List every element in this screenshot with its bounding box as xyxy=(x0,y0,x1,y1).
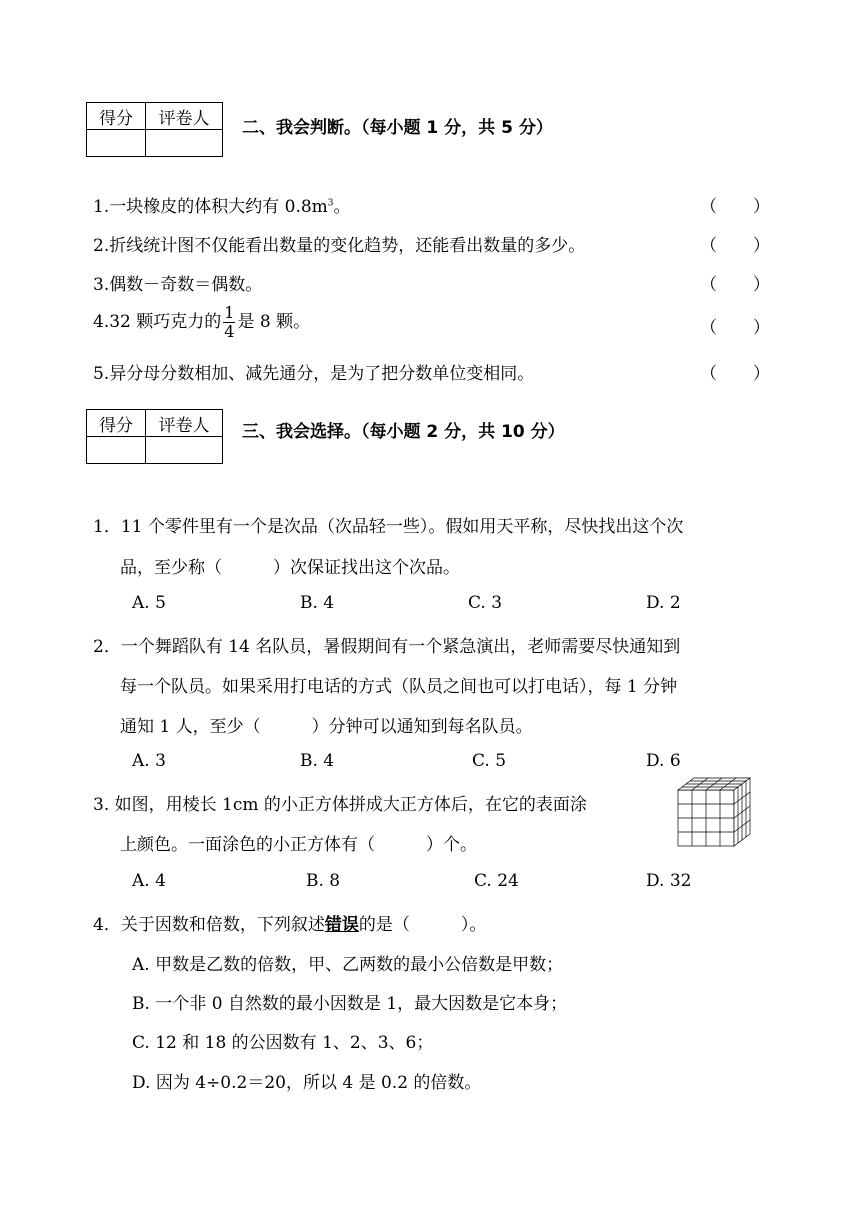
option-c[interactable]: C. 3 xyxy=(468,593,503,613)
option-b[interactable]: B. 4 xyxy=(300,751,335,771)
emphasis-error: 错误 xyxy=(324,915,359,935)
option-c[interactable]: C. 5 xyxy=(472,751,507,771)
section2-title: 二、我会判断。（每小题 1 分，共 5 分） xyxy=(242,118,553,138)
choice-q3-line1: 3. 如图，用棱长 1cm 的小正方体拼成大正方体后，在它的表面涂 xyxy=(93,795,587,815)
choice-q4-stem: 4．关于因数和倍数，下列叙述错误的是（ ）。 xyxy=(93,915,487,935)
option-a[interactable]: A. 4 xyxy=(132,871,166,891)
judge-item-1: 1.一块橡皮的体积大约有 $0.8m^3$。 xyxy=(93,197,351,217)
reviewer-label: 评卷人 xyxy=(146,103,223,130)
reviewer-cell[interactable] xyxy=(146,437,223,464)
choice-q1-line1: 1．11 个零件里有一个是次品（次品轻一些）。假如用天平称，尽快找出这个次 xyxy=(93,517,684,537)
score-cell[interactable] xyxy=(87,130,146,157)
choice-q3-line2: 上颜色。一面涂色的小正方体有（ ）个。 xyxy=(120,835,477,855)
option-a[interactable]: A. 甲数是乙数的倍数，甲、乙两数的最小公倍数是甲数； xyxy=(132,955,564,975)
score-cell[interactable] xyxy=(87,437,146,464)
score-box-section3 xyxy=(86,409,223,464)
reviewer-cell[interactable] xyxy=(146,130,223,157)
option-d[interactable]: D. 32 xyxy=(646,871,692,891)
option-d[interactable]: D. 6 xyxy=(646,751,681,771)
option-d[interactable]: D. 2 xyxy=(646,593,681,613)
choice-q1-line2: 品，至少称（ ）次保证找出这个次品。 xyxy=(120,558,460,578)
option-b[interactable]: B. 4 xyxy=(300,593,335,613)
cube-figure xyxy=(676,776,756,848)
judge-item-5: 5.异分母分数相加、减先通分，是为了把分数单位变相同。 xyxy=(93,364,535,384)
option-c[interactable]: C. 24 xyxy=(474,871,519,891)
judge-item-3: 3.偶数－奇数＝偶数。 xyxy=(93,275,263,295)
choice-q2-line2: 每一个队员。如果采用打电话的方式（队员之间也可以打电话），每 1 分钟 xyxy=(120,677,678,697)
option-a[interactable]: A. 3 xyxy=(132,751,166,771)
choice-q2-line1: 2．一个舞蹈队有 14 名队员，暑假期间有一个紧急演出，老师需要尽快通知到 xyxy=(93,637,681,657)
score-label: 得分 xyxy=(87,103,146,130)
choice-q2-line3: 通知 1 人，至少（ ）分钟可以通知到每名队员。 xyxy=(120,717,533,737)
option-c[interactable]: C. 12 和 18 的公因数有 1、2、3、6； xyxy=(132,1033,434,1053)
fraction: $\frac{1}{4}$ xyxy=(224,303,235,341)
option-b[interactable]: B. 8 xyxy=(306,871,341,891)
section3-title: 三、我会选择。（每小题 2 分，共 10 分） xyxy=(242,422,565,442)
score-box-section2 xyxy=(86,102,223,157)
reviewer-label: 评卷人 xyxy=(146,410,223,437)
judge-item-4: 4.32 颗巧克力的 $\frac{1}{4}$ 是 8 颗。 xyxy=(93,303,311,341)
option-b[interactable]: B. 一个非 0 自然数的最小因数是 1，最大因数是它本身； xyxy=(132,994,568,1014)
option-a[interactable]: A. 5 xyxy=(132,593,166,613)
option-d[interactable]: D. 因为 4÷0.2＝20，所以 4 是 0.2 的倍数。 xyxy=(132,1073,482,1093)
score-label: 得分 xyxy=(87,410,146,437)
judge-item-2: 2.折线统计图不仅能看出数量的变化趋势，还能看出数量的多少。 xyxy=(93,236,586,256)
